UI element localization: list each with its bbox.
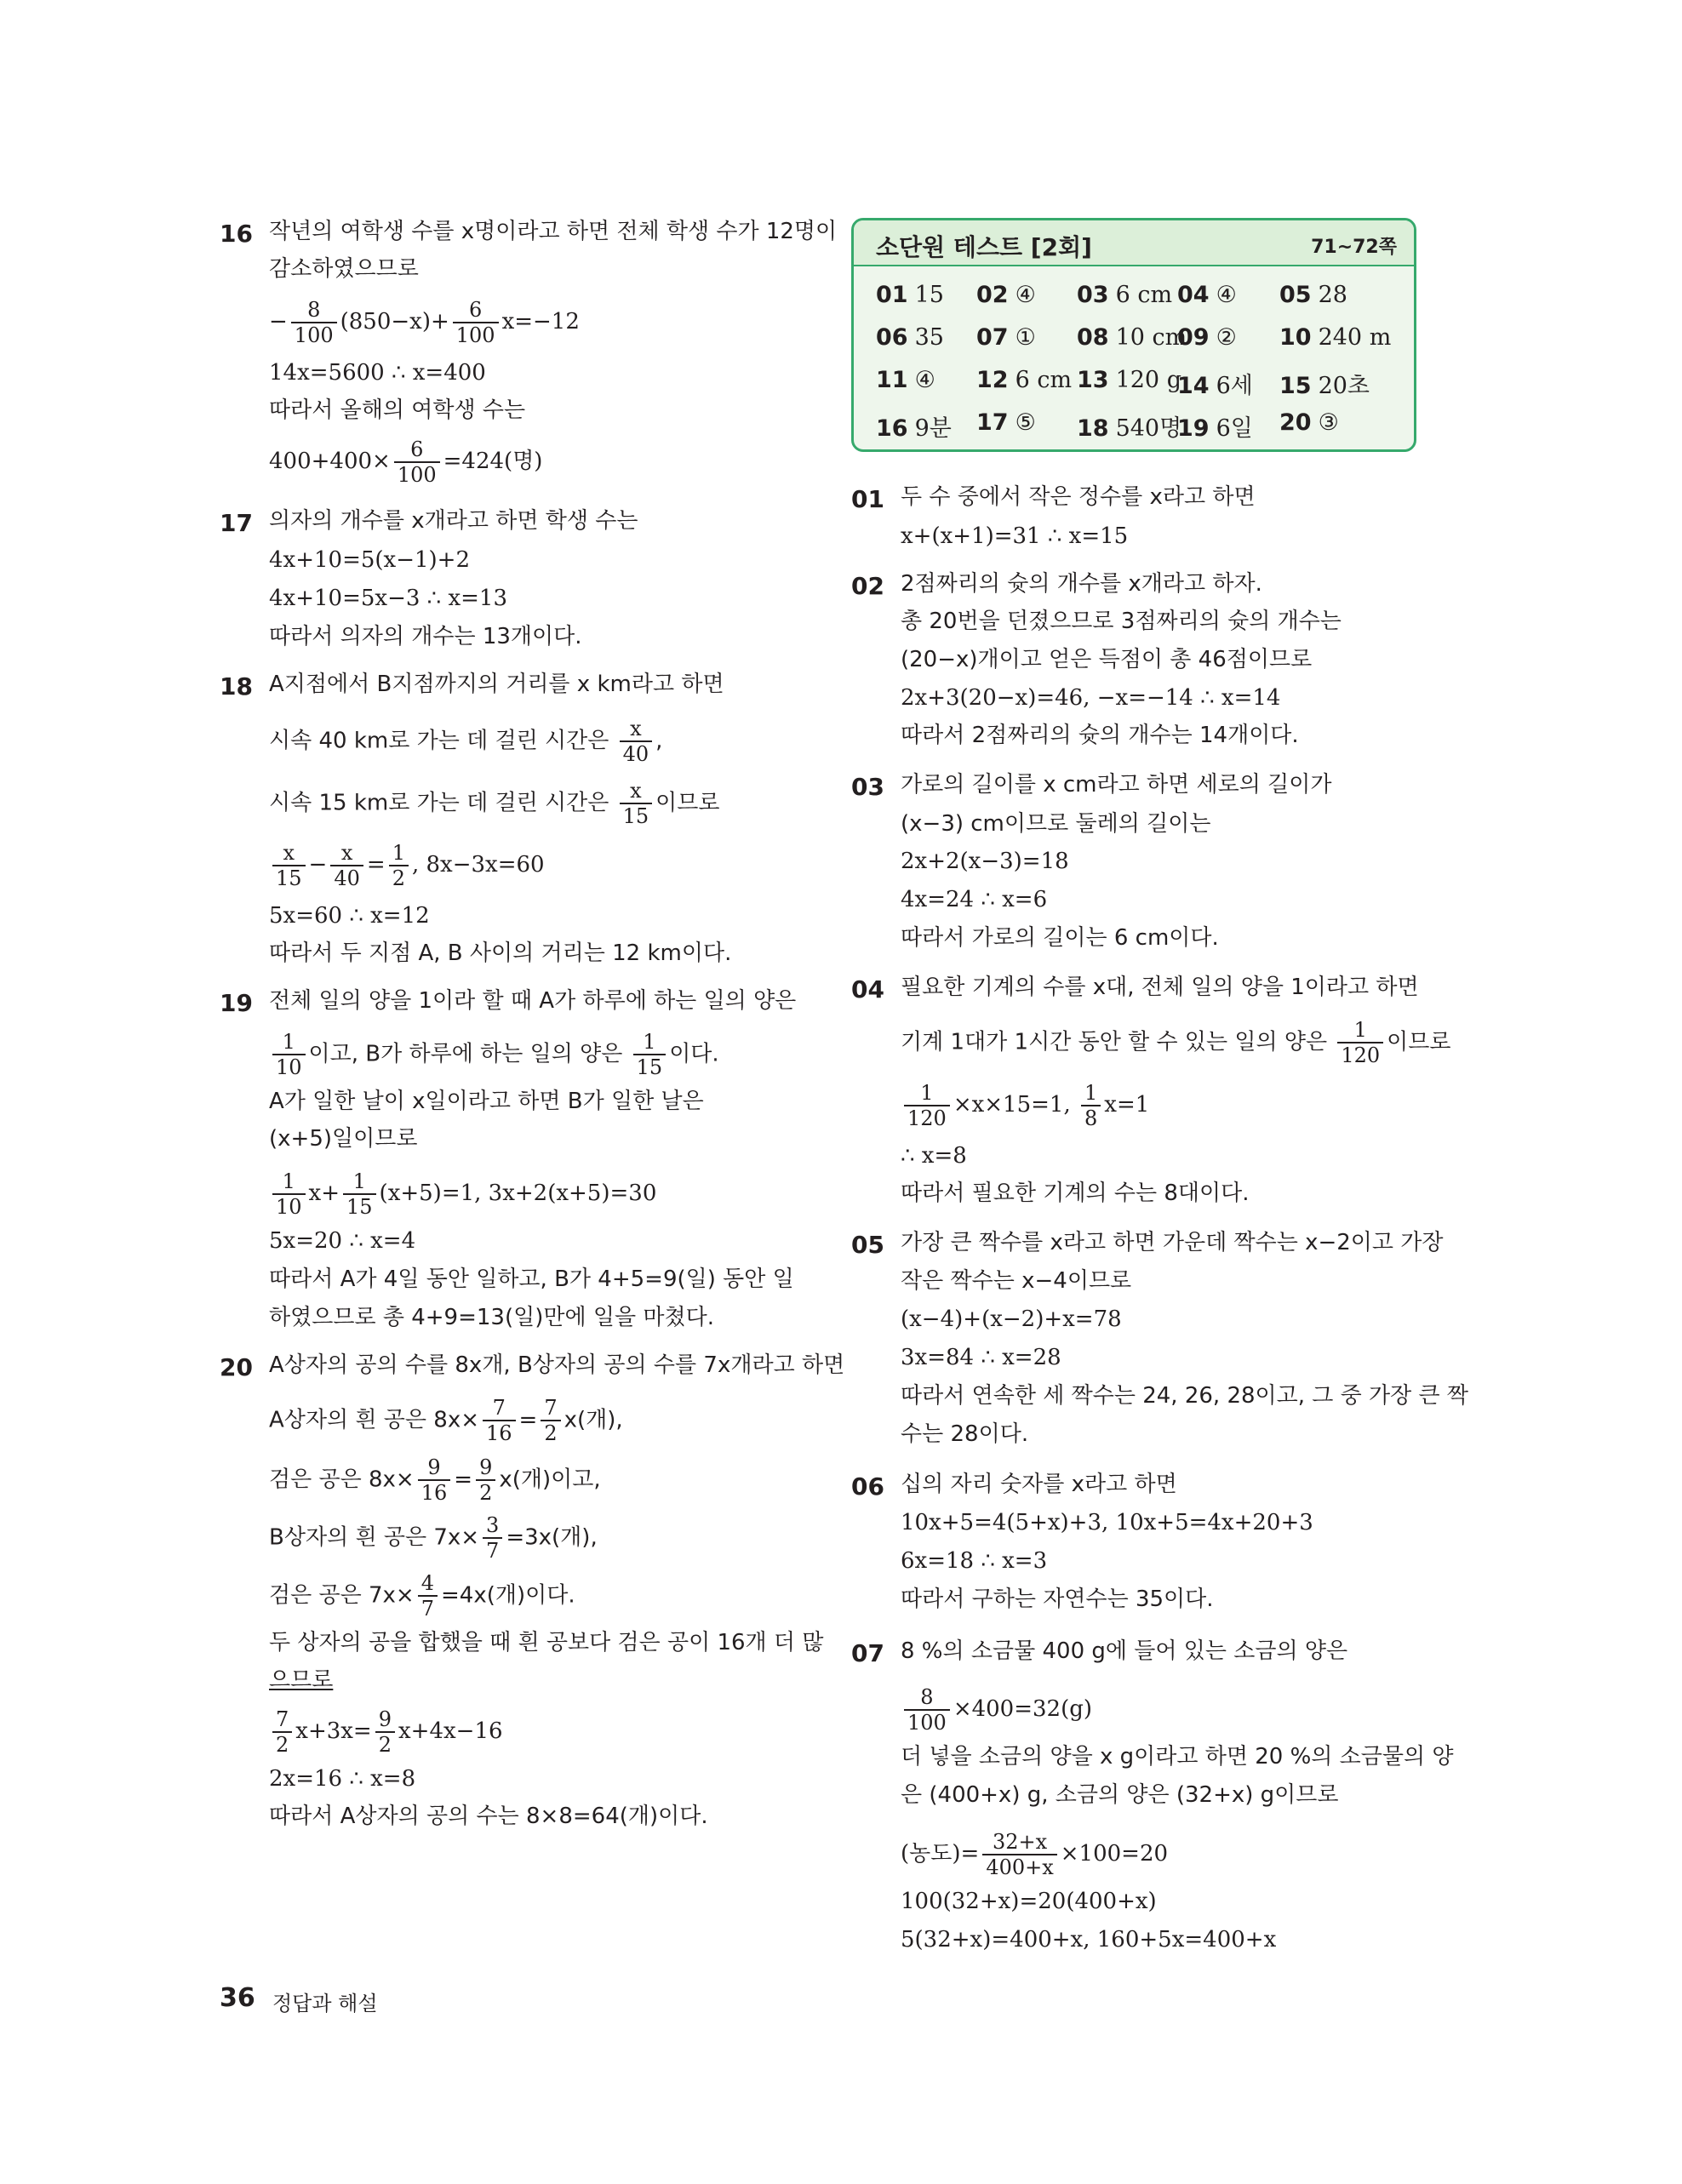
equation-line: ∴ x=8 [901,1143,967,1169]
equation-line [901,1685,1092,1735]
answer-number: 02 [976,282,1009,308]
answer-item [1177,409,1253,443]
fraction [418,1455,451,1505]
equation-line: 10x+5=4(5+x)+3, 10x+5=4x+20+3 [901,1510,1313,1535]
solution-line: 따라서 필요한 기계의 수는 8대이다. [901,1181,1250,1206]
solution-line: (x+5)일이므로 [269,1126,418,1152]
solution-line: 수는 28이다. [901,1421,1029,1447]
equation-line: 5x=60 ∴ x=12 [269,903,430,929]
fraction-numerator: 3 [483,1513,502,1539]
answer-item [876,409,952,443]
equation-line: 4x=24 ∴ x=6 [901,887,1048,912]
problem-number: 19 [220,989,253,1017]
fraction [453,298,499,347]
fraction [418,1571,438,1621]
fraction [1081,1081,1101,1130]
answer-item [1077,367,1181,393]
solution-text: 기계 1대가 1시간 동안 할 수 있는 일의 양은 [901,1029,1335,1055]
problem-number: 07 [851,1639,884,1667]
solution-line: 감소하였으므로 [269,256,419,282]
answer-value: 6세 [1216,373,1253,399]
fraction-numerator: 9 [476,1455,495,1481]
answer-number: 05 [1279,282,1312,308]
answer-value: ② [1216,324,1237,351]
equation-line [269,437,542,487]
answer-value: 540명 [1115,415,1182,442]
fraction-numerator: 1 [1081,1081,1101,1106]
fraction [291,298,337,347]
solution-line: 따라서 2점짜리의 슛의 개수는 14개이다. [901,723,1299,748]
problem-number: 04 [851,975,884,1003]
fraction [633,1030,667,1079]
answer-value: 120 g [1115,367,1181,393]
solution-text: x(개), [564,1407,623,1433]
answer-item [876,367,935,393]
solution-text: =4x(개)이다. [441,1582,575,1609]
answer-number: 18 [1077,415,1109,442]
solution-line: 두 상자의 공을 합했을 때 흰 공보다 검은 공이 16개 더 많 [269,1630,824,1655]
fraction-denominator: 7 [420,1597,434,1621]
fraction-denominator: 16 [486,1421,512,1445]
answer-value: ③ [1318,409,1339,436]
equation-text: − [308,852,328,878]
equation-text: (농도)= [901,1841,980,1867]
answer-number: 20 [1279,409,1312,436]
equation-text: , 8x−3x=60 [411,852,545,878]
solution-text: , [655,728,663,754]
fraction [272,841,306,890]
solution-line: A가 일한 날이 x일이라고 하면 B가 일한 날은 [269,1089,704,1114]
solution-text: = [518,1407,538,1433]
answer-item [1077,409,1181,443]
answer-item [1077,282,1172,308]
fraction-denominator: 10 [276,1195,302,1219]
solution-line [269,1455,601,1505]
fraction-denominator: 10 [276,1055,302,1079]
answer-value: 9분 [914,415,952,442]
equation-text: ×400=32(g) [953,1696,1093,1722]
answer-value: 10 cm [1115,324,1187,351]
equation-line: 2x+3(20−x)=46, −x=−14 ∴ x=14 [901,685,1281,711]
fraction-denominator: 2 [276,1733,289,1757]
fraction-denominator: 100 [907,1711,947,1735]
fraction-denominator: 7 [486,1539,500,1563]
fraction-denominator: 400+x [986,1855,1054,1879]
equation-line [269,841,545,890]
solution-line: 두 수 중에서 작은 정수를 x라고 하면 [901,484,1256,510]
solution-line: 작년의 여학생 수를 x명이라고 하면 전체 학생 수가 12명이 [269,219,838,244]
fraction-denominator: 120 [1341,1043,1381,1067]
fraction-denominator: 2 [479,1481,493,1505]
problem-number: 02 [851,572,884,600]
answer-item [976,282,1036,308]
answer-box-pages: 71~72쪽 [1311,237,1397,258]
solution-line [269,1571,575,1621]
fraction [394,437,440,487]
fraction-denominator: 40 [334,866,360,890]
fraction-numerator: x [272,841,306,866]
answer-value: 15 [914,282,944,308]
answer-box-title: 소단원 테스트 [2회] [876,233,1092,261]
problem-number: 03 [851,773,884,801]
answer-item [876,324,944,351]
equation-text: x+ [308,1181,340,1206]
solution-text: 시속 40 km로 가는 데 걸린 시간은 [269,728,616,754]
equation-line: 2x+2(x−3)=18 [901,849,1069,874]
fraction-denominator: 15 [636,1055,663,1079]
fraction-numerator: 7 [483,1396,516,1421]
problem-number: 18 [220,672,253,700]
answer-number: 07 [976,324,1009,351]
equation-text: − [269,309,288,334]
answer-value: 35 [914,324,944,351]
fraction [476,1455,495,1505]
fraction [375,1707,395,1757]
fraction [904,1081,950,1130]
answer-item [1077,324,1187,351]
fraction-numerator: 1 [272,1169,306,1195]
problem-number: 20 [220,1353,253,1381]
equation-text: x=1 [1104,1092,1150,1118]
solution-line: (20−x)개이고 얻은 득점이 총 46점이므로 [901,647,1313,672]
answer-number: 08 [1077,324,1109,351]
fraction [904,1685,950,1735]
answer-value: 6 cm [1115,282,1173,308]
answer-item [976,409,1036,436]
solution-text: = [454,1466,473,1493]
fraction-numerator: 1 [1337,1018,1383,1043]
solution-line: 따라서 A가 4일 동안 일하고, B가 4+5=9(일) 동안 일 [269,1266,794,1292]
fraction-denominator: 15 [622,804,649,828]
equation-text: =424(명) [443,449,543,474]
solution-line: 전체 일의 양을 1이라 할 때 A가 하루에 하는 일의 양은 [269,988,797,1014]
fraction-numerator: 9 [375,1707,395,1733]
fraction [1337,1018,1383,1067]
fraction-denominator: 100 [397,463,437,487]
equation-line: 100(32+x)=20(400+x) [901,1889,1157,1914]
answer-box-header [854,220,1414,266]
answer-item [1279,409,1339,436]
equation-text: x=−12 [501,309,580,334]
fraction-denominator: 100 [294,323,334,347]
solution-text: x(개)이고, [499,1466,601,1493]
equation-line: 5x=20 ∴ x=4 [269,1228,416,1254]
solution-line: 따라서 구하는 자연수는 35이다. [901,1587,1214,1612]
answer-number: 16 [876,415,908,442]
fraction-denominator: 2 [378,1733,392,1757]
solution-text: 이고, B가 하루에 하는 일의 양은 [308,1041,630,1067]
answer-number: 03 [1077,282,1109,308]
unit-test-answer-box [851,218,1416,452]
solution-text: =3x(개), [506,1524,598,1551]
solution-line: 으므로 [269,1667,334,1693]
solution-line [901,1018,1451,1067]
equation-line [269,1707,503,1757]
solution-line: 십의 자리 숫자를 x라고 하면 [901,1472,1177,1497]
fraction-numerator: 1 [343,1169,376,1195]
fraction [330,841,363,890]
answer-number: 10 [1279,324,1312,351]
problem-number: 05 [851,1231,884,1259]
answer-item [1177,324,1237,351]
solution-line: 2점짜리의 슛의 개수를 x개라고 하자. [901,571,1262,597]
equation-line [901,1081,1149,1130]
answer-number: 17 [976,409,1009,436]
answer-value: ④ [1216,282,1237,308]
fraction-numerator: 4 [418,1571,438,1597]
fraction [483,1513,502,1563]
fraction [272,1707,292,1757]
answer-value: 6일 [1216,415,1253,442]
fraction-numerator: 9 [418,1455,451,1481]
fraction-numerator: 32+x [982,1830,1056,1855]
solution-line: 하였으므로 총 4+9=13(일)만에 일을 마쳤다. [269,1305,714,1330]
answer-value: 20초 [1318,373,1370,399]
equation-line: (x−4)+(x−2)+x=78 [901,1306,1122,1332]
fraction [343,1169,376,1219]
solution-line: 따라서 올해의 여학생 수는 [269,397,526,423]
solution-line: 더 넣을 소금의 양을 x g이라고 하면 20 %의 소금물의 양 [901,1744,1454,1769]
solution-line: 따라서 연속한 세 짝수는 24, 26, 28이고, 그 중 가장 큰 짝 [901,1383,1469,1409]
fraction [541,1396,560,1445]
fraction-denominator: 120 [907,1106,947,1130]
equation-line: 4x+10=5(x−1)+2 [269,547,471,573]
fraction-denominator: 15 [276,866,302,890]
fraction [620,779,653,828]
solution-text: B상자의 흰 공은 7x× [269,1524,480,1551]
answer-number: 13 [1077,367,1109,393]
equation-line: 5(32+x)=400+x, 160+5x=400+x [901,1927,1277,1952]
answer-item [1279,324,1391,351]
answer-number: 11 [876,367,908,393]
fraction-numerator: x [620,779,653,804]
fraction [982,1830,1056,1879]
answer-value: 240 m [1318,324,1392,351]
solution-text: 검은 공은 7x× [269,1582,415,1609]
answer-item [976,367,1072,393]
equation-line: 6x=18 ∴ x=3 [901,1548,1048,1574]
equation-line: 3x=84 ∴ x=28 [901,1345,1061,1370]
solution-line: 따라서 두 지점 A, B 사이의 거리는 12 km이다. [269,940,732,966]
solution-line [269,1513,598,1563]
answer-number: 19 [1177,415,1210,442]
answer-item [876,282,944,308]
fraction-numerator: 1 [904,1081,950,1106]
equation-text: x+3x= [295,1718,372,1744]
answer-item [1279,282,1347,308]
equation-line [269,1169,656,1219]
fraction-denominator: 16 [420,1481,448,1505]
fraction-denominator: 100 [455,323,495,347]
equation-text: 400+400× [269,449,391,474]
problem-number: 17 [220,509,253,537]
fraction [272,1030,306,1079]
fraction [389,841,409,890]
equation-text: x+4x−16 [398,1718,503,1744]
fraction-numerator: 1 [633,1030,667,1055]
answer-item [1177,367,1253,400]
solution-line [269,717,662,766]
solution-line [269,1396,623,1445]
answer-number: 04 [1177,282,1210,308]
answer-value: 28 [1318,282,1347,308]
answer-value: ④ [1015,282,1036,308]
fraction-numerator: 1 [272,1030,306,1055]
solution-line: 은 (400+x) g, 소금의 양은 (32+x) g이므로 [901,1782,1339,1808]
equation-line [269,298,580,347]
equation-text: (x+5)=1, 3x+2(x+5)=30 [379,1181,657,1206]
fraction-numerator: 8 [904,1685,950,1711]
solution-line: A지점에서 B지점까지의 거리를 x km라고 하면 [269,672,724,697]
equation-line [901,1830,1168,1879]
fraction [483,1396,516,1445]
solution-line: A상자의 공의 수를 8x개, B상자의 공의 수를 7x개라고 하면 [269,1352,845,1378]
solution-line: 의자의 개수를 x개라고 하면 학생 수는 [269,508,638,534]
solution-text: 이므로 [655,790,720,816]
solution-line: 가장 큰 짝수를 x라고 하면 가운데 짝수는 x−2이고 가장 [901,1230,1444,1255]
fraction-denominator: 15 [346,1195,373,1219]
answer-value: ⑤ [1015,409,1036,436]
answer-number: 01 [876,282,908,308]
answer-item [976,324,1036,351]
answer-number: 15 [1279,373,1312,399]
answer-value: ① [1015,324,1036,351]
equation-line: 2x=16 ∴ x=8 [269,1766,416,1792]
equation-text: ×100=20 [1060,1841,1169,1867]
fraction-numerator: 6 [453,298,499,323]
fraction-numerator: 7 [541,1396,560,1421]
fraction [272,1169,306,1219]
answer-item [1177,282,1237,308]
solution-text: 시속 15 km로 가는 데 걸린 시간은 [269,790,616,816]
solution-line: 따라서 가로의 길이는 6 cm이다. [901,925,1219,951]
fraction-denominator: 2 [544,1421,558,1445]
solution-line [269,1030,719,1079]
solution-line: 작은 짝수는 x−4이므로 [901,1268,1132,1294]
solution-line [269,779,720,828]
solution-text: A상자의 흰 공은 8x× [269,1407,479,1433]
fraction-denominator: 40 [622,742,649,766]
answer-value: ④ [914,367,935,393]
fraction-numerator: 6 [394,437,440,463]
equation-line: 4x+10=5x−3 ∴ x=13 [269,586,507,611]
equation-text: = [366,852,386,878]
answer-number: 12 [976,367,1009,393]
fraction [620,717,653,766]
solution-text: 검은 공은 8x× [269,1466,415,1493]
solution-line: 가로의 길이를 x cm라고 하면 세로의 길이가 [901,772,1332,798]
problem-number: 06 [851,1472,884,1501]
equation-text: ×x×15=1, [953,1092,1078,1118]
fraction-numerator: 7 [272,1707,292,1733]
problem-number: 16 [220,220,253,248]
answer-number: 06 [876,324,908,351]
answer-value: 6 cm [1015,367,1073,393]
page-number: 36 [220,1983,255,2013]
solution-line: 따라서 A상자의 공의 수는 8×8=64(개)이다. [269,1804,708,1829]
fraction-numerator: x [330,841,363,866]
answer-item [1279,367,1370,400]
problem-number: 01 [851,485,884,513]
solution-text: 이므로 [1387,1029,1451,1055]
fraction-numerator: 8 [291,298,337,323]
fraction-denominator: 8 [1084,1106,1098,1130]
equation-line: 14x=5600 ∴ x=400 [269,360,486,386]
fraction-numerator: x [620,717,653,742]
solution-text: 이다. [669,1041,719,1067]
equation-line: x+(x+1)=31 ∴ x=15 [901,523,1129,549]
fraction-denominator: 2 [392,866,405,890]
solution-line: 8 %의 소금물 400 g에 들어 있는 소금의 양은 [901,1638,1348,1664]
equation-text: (850−x)+ [340,309,449,334]
footer-label: 정답과 해설 [272,1992,378,2015]
fraction-numerator: 1 [389,841,409,866]
solution-line: 총 20번을 던졌으므로 3점짜리의 슛의 개수는 [901,609,1342,634]
answer-number: 14 [1177,373,1210,399]
solution-line: (x−3) cm이므로 둘레의 길이는 [901,811,1211,837]
solution-line: 따라서 의자의 개수는 13개이다. [269,624,582,649]
answer-number: 09 [1177,324,1210,351]
solution-line: 필요한 기계의 수를 x대, 전체 일의 양을 1이라고 하면 [901,975,1419,1000]
